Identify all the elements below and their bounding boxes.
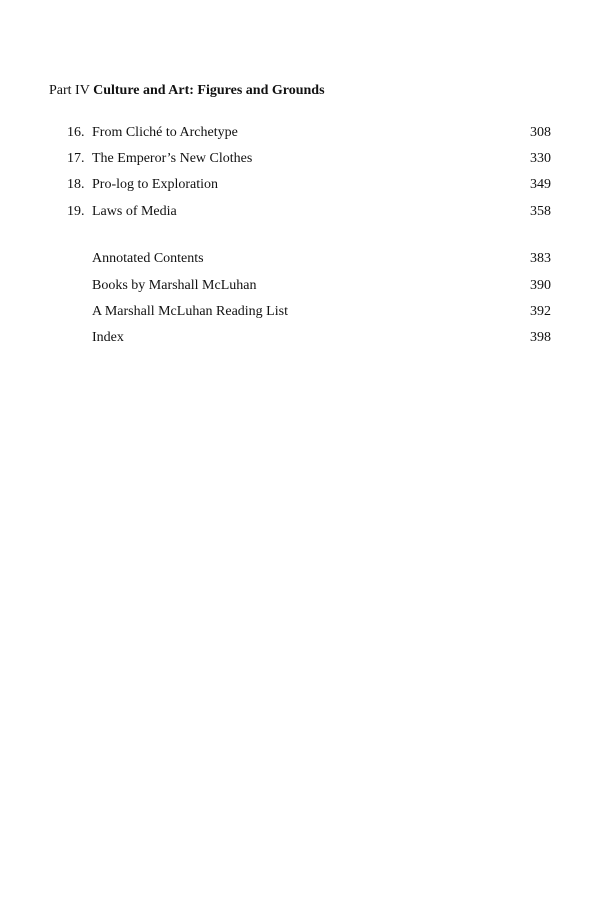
part-label: Part IV	[49, 83, 90, 98]
toc-entry-chapter-16	[0, 125, 600, 145]
back-matter-title: Annotated Contents	[92, 251, 204, 266]
toc-entry-chapter-19	[0, 204, 600, 224]
page-number: 349	[530, 177, 551, 192]
toc-entry-reading-list	[0, 304, 600, 324]
chapter-number: 17.	[67, 151, 85, 166]
chapter-title: From Cliché to Archetype	[92, 125, 238, 140]
toc-entry-annotated-contents	[0, 251, 600, 271]
page-number: 390	[530, 278, 551, 293]
back-matter-title: Index	[92, 330, 124, 345]
back-matter-title: A Marshall McLuhan Reading List	[92, 304, 288, 319]
page-number: 383	[530, 251, 551, 266]
chapter-title: The Emperor’s New Clothes	[92, 151, 253, 166]
back-matter-title: Books by Marshall McLuhan	[92, 278, 257, 293]
toc-entry-chapter-18	[0, 177, 600, 197]
page-number: 308	[530, 125, 551, 140]
chapter-title: Laws of Media	[92, 204, 177, 219]
page-number: 330	[530, 151, 551, 166]
chapter-number: 16.	[67, 125, 85, 140]
toc-entry-chapter-17	[0, 151, 600, 171]
page-number: 358	[530, 204, 551, 219]
chapter-number: 19.	[67, 204, 85, 219]
page-number: 392	[530, 304, 551, 319]
toc-entry-books-by-mcluhan	[0, 278, 600, 298]
page-number: 398	[530, 330, 551, 345]
toc-entry-index	[0, 330, 600, 350]
chapter-title: Pro-log to Exploration	[92, 177, 218, 192]
part-title: Culture and Art: Figures and Grounds	[93, 83, 325, 98]
chapter-number: 18.	[67, 177, 85, 192]
part-heading	[49, 83, 325, 99]
